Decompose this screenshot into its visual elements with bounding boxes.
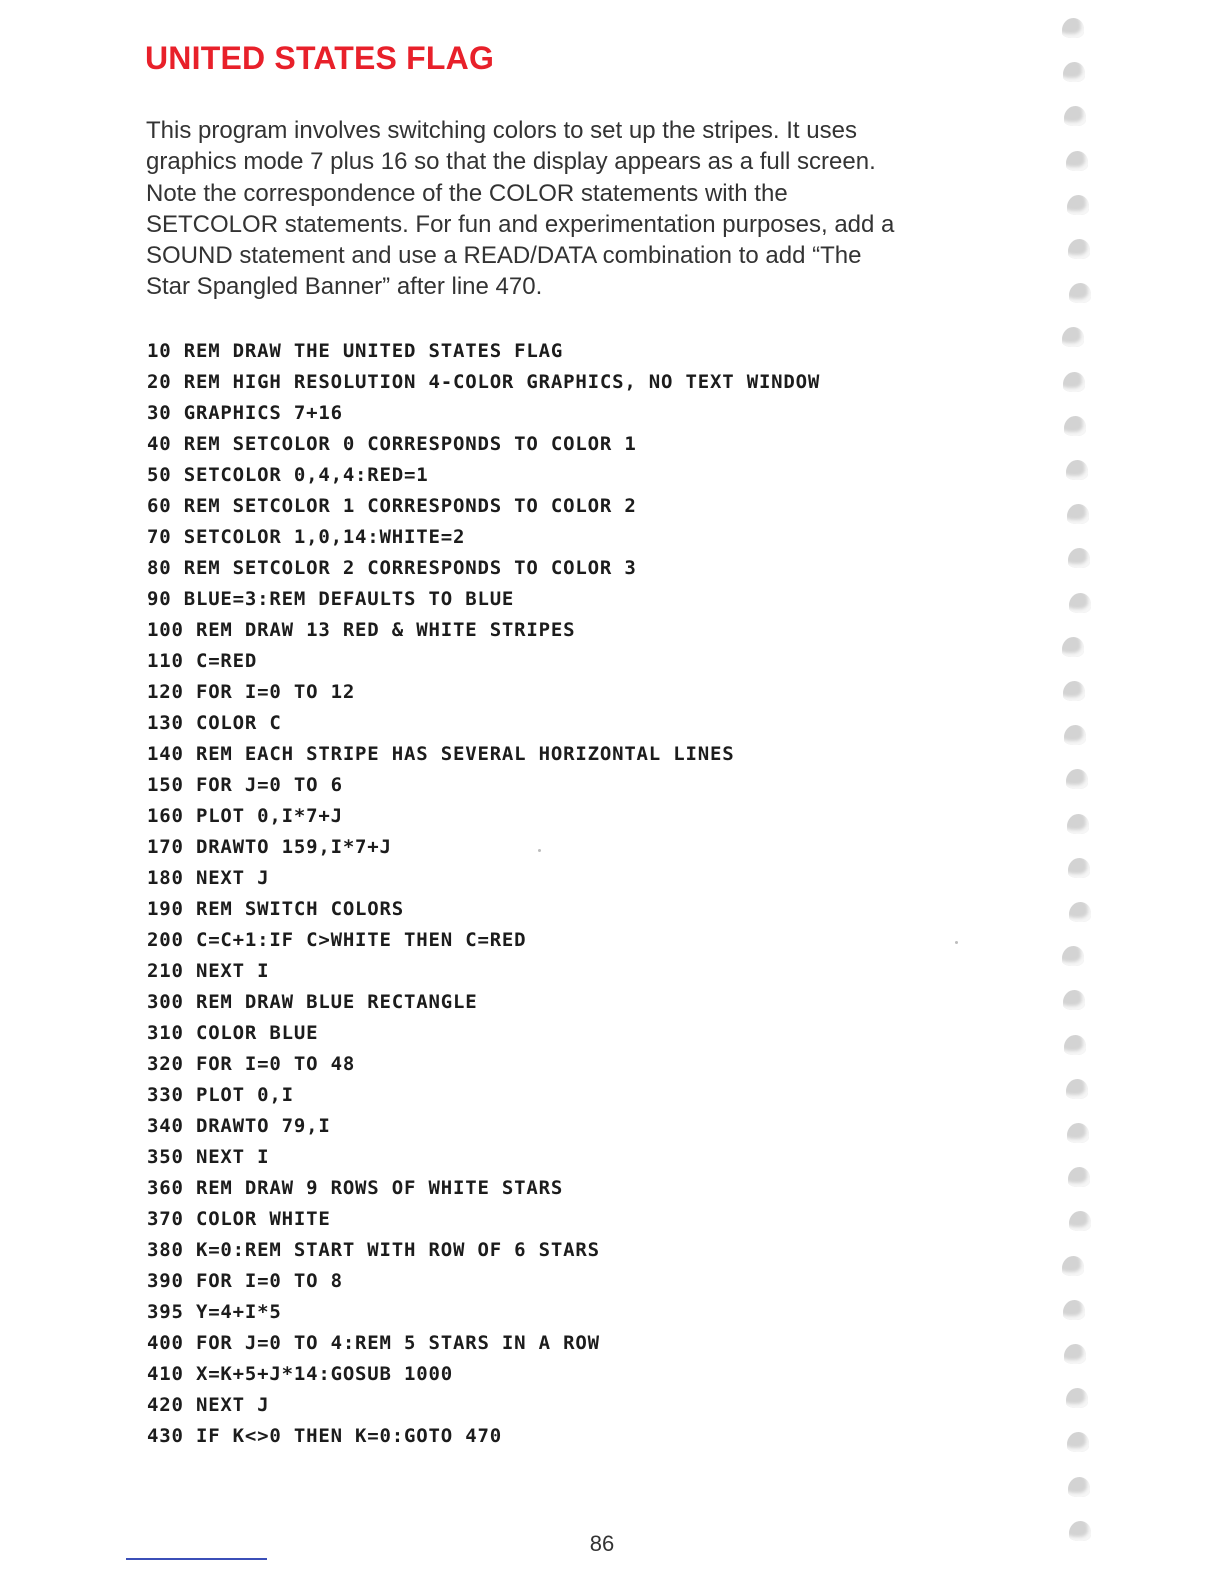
code-line: 330 PLOT 0,I xyxy=(147,1084,294,1106)
code-line: 70 SETCOLOR 1,0,14:WHITE=2 xyxy=(147,526,466,548)
code-line: 200 C=C+1:IF C>WHITE THEN C=RED xyxy=(147,929,527,951)
binding-hole xyxy=(1063,1300,1085,1320)
code-line: 170 DRAWTO 159,I*7+J xyxy=(147,836,392,858)
intro-line: SOUND statement and use a READ/DATA combination to add “The xyxy=(146,242,862,270)
intro-line: SETCOLOR statements. For fun and experimentation purposes, add a xyxy=(146,210,895,238)
code-line: 430 IF K<>0 THEN K=0:GOTO 470 xyxy=(147,1425,502,1447)
code-line: 210 NEXT I xyxy=(147,960,270,982)
binding-hole xyxy=(1066,151,1088,171)
binding-hole xyxy=(1063,372,1085,392)
binding-hole xyxy=(1064,1035,1086,1055)
code-line: 390 FOR I=0 TO 8 xyxy=(147,1270,343,1292)
spiral-binding xyxy=(1058,14,1106,1574)
binding-hole xyxy=(1064,416,1086,436)
binding-hole xyxy=(1064,725,1086,745)
binding-hole xyxy=(1067,195,1089,215)
binding-hole xyxy=(1062,637,1084,657)
binding-hole xyxy=(1066,1079,1088,1099)
code-line: 370 COLOR WHITE xyxy=(147,1208,331,1230)
binding-hole xyxy=(1064,1344,1086,1364)
page-number: 86 xyxy=(589,1531,615,1556)
binding-hole xyxy=(1066,460,1088,480)
code-line: 90 BLUE=3:REM DEFAULTS TO BLUE xyxy=(147,588,515,610)
code-line: 360 REM DRAW 9 ROWS OF WHITE STARS xyxy=(147,1177,564,1199)
code-line: 190 REM SWITCH COLORS xyxy=(147,898,405,920)
code-line: 50 SETCOLOR 0,4,4:RED=1 xyxy=(147,464,429,486)
intro-paragraph xyxy=(146,115,976,303)
binding-hole xyxy=(1068,548,1090,568)
code-line: 10 REM DRAW THE UNITED STATES FLAG xyxy=(147,340,564,362)
code-line: 120 FOR I=0 TO 12 xyxy=(147,681,356,703)
code-line: 160 PLOT 0,I*7+J xyxy=(147,805,343,827)
code-line: 400 FOR J=0 TO 4:REM 5 STARS IN A ROW xyxy=(147,1332,600,1354)
binding-hole xyxy=(1064,106,1086,126)
footer-rule xyxy=(126,1558,267,1560)
code-line: 310 COLOR BLUE xyxy=(147,1022,319,1044)
code-line: 140 REM EACH STRIPE HAS SEVERAL HORIZONTAL LINES xyxy=(147,743,735,765)
scan-speck xyxy=(538,849,541,852)
code-line: 420 NEXT J xyxy=(147,1394,270,1416)
binding-hole xyxy=(1066,1388,1088,1408)
code-line: 320 FOR I=0 TO 48 xyxy=(147,1053,356,1075)
binding-hole xyxy=(1067,1432,1089,1452)
code-line: 150 FOR J=0 TO 6 xyxy=(147,774,343,796)
binding-hole xyxy=(1062,327,1084,347)
binding-hole xyxy=(1069,283,1091,303)
binding-hole xyxy=(1069,1211,1091,1231)
code-line: 80 REM SETCOLOR 2 CORRESPONDS TO COLOR 3 xyxy=(147,557,637,579)
basic-program-listing xyxy=(147,336,1007,1452)
binding-hole xyxy=(1068,858,1090,878)
code-line: 395 Y=4+I*5 xyxy=(147,1301,282,1323)
code-line: 350 NEXT I xyxy=(147,1146,270,1168)
scan-speck xyxy=(955,941,958,944)
intro-line: Note the correspondence of the COLOR statements with the xyxy=(146,179,788,207)
code-line: 180 NEXT J xyxy=(147,867,270,889)
binding-hole xyxy=(1067,814,1089,834)
binding-hole xyxy=(1062,18,1084,38)
binding-hole xyxy=(1063,62,1085,82)
binding-hole xyxy=(1067,1123,1089,1143)
page-title: UNITED STATES FLAG xyxy=(145,40,495,76)
binding-hole xyxy=(1063,681,1085,701)
binding-hole xyxy=(1067,504,1089,524)
binding-hole xyxy=(1066,769,1088,789)
code-line: 40 REM SETCOLOR 0 CORRESPONDS TO COLOR 1 xyxy=(147,433,637,455)
code-line: 130 COLOR C xyxy=(147,712,282,734)
binding-hole xyxy=(1063,990,1085,1010)
binding-hole xyxy=(1068,1167,1090,1187)
code-line: 30 GRAPHICS 7+16 xyxy=(147,402,343,424)
code-line: 300 REM DRAW BLUE RECTANGLE xyxy=(147,991,478,1013)
intro-line: Star Spangled Banner” after line 470. xyxy=(146,273,543,301)
binding-hole xyxy=(1069,902,1091,922)
code-line: 60 REM SETCOLOR 1 CORRESPONDS TO COLOR 2 xyxy=(147,495,637,517)
binding-hole xyxy=(1068,239,1090,259)
code-line: 340 DRAWTO 79,I xyxy=(147,1115,331,1137)
code-line: 380 K=0:REM START WITH ROW OF 6 STARS xyxy=(147,1239,600,1261)
intro-line: This program involves switching colors to set up the stripes. It uses xyxy=(146,117,857,144)
binding-hole xyxy=(1068,1477,1090,1497)
code-line: 20 REM HIGH RESOLUTION 4-COLOR GRAPHICS, NO TEXT WINDOW xyxy=(147,371,821,393)
binding-hole xyxy=(1062,1256,1084,1276)
code-line: 100 REM DRAW 13 RED & WHITE STRIPES xyxy=(147,619,576,641)
binding-hole xyxy=(1069,1521,1091,1541)
code-line: 110 C=RED xyxy=(147,650,258,672)
binding-hole xyxy=(1062,946,1084,966)
binding-hole xyxy=(1069,593,1091,613)
code-line: 410 X=K+5+J*14:GOSUB 1000 xyxy=(147,1363,453,1385)
intro-line: graphics mode 7 plus 16 so that the display appears as a full screen. xyxy=(146,148,876,176)
